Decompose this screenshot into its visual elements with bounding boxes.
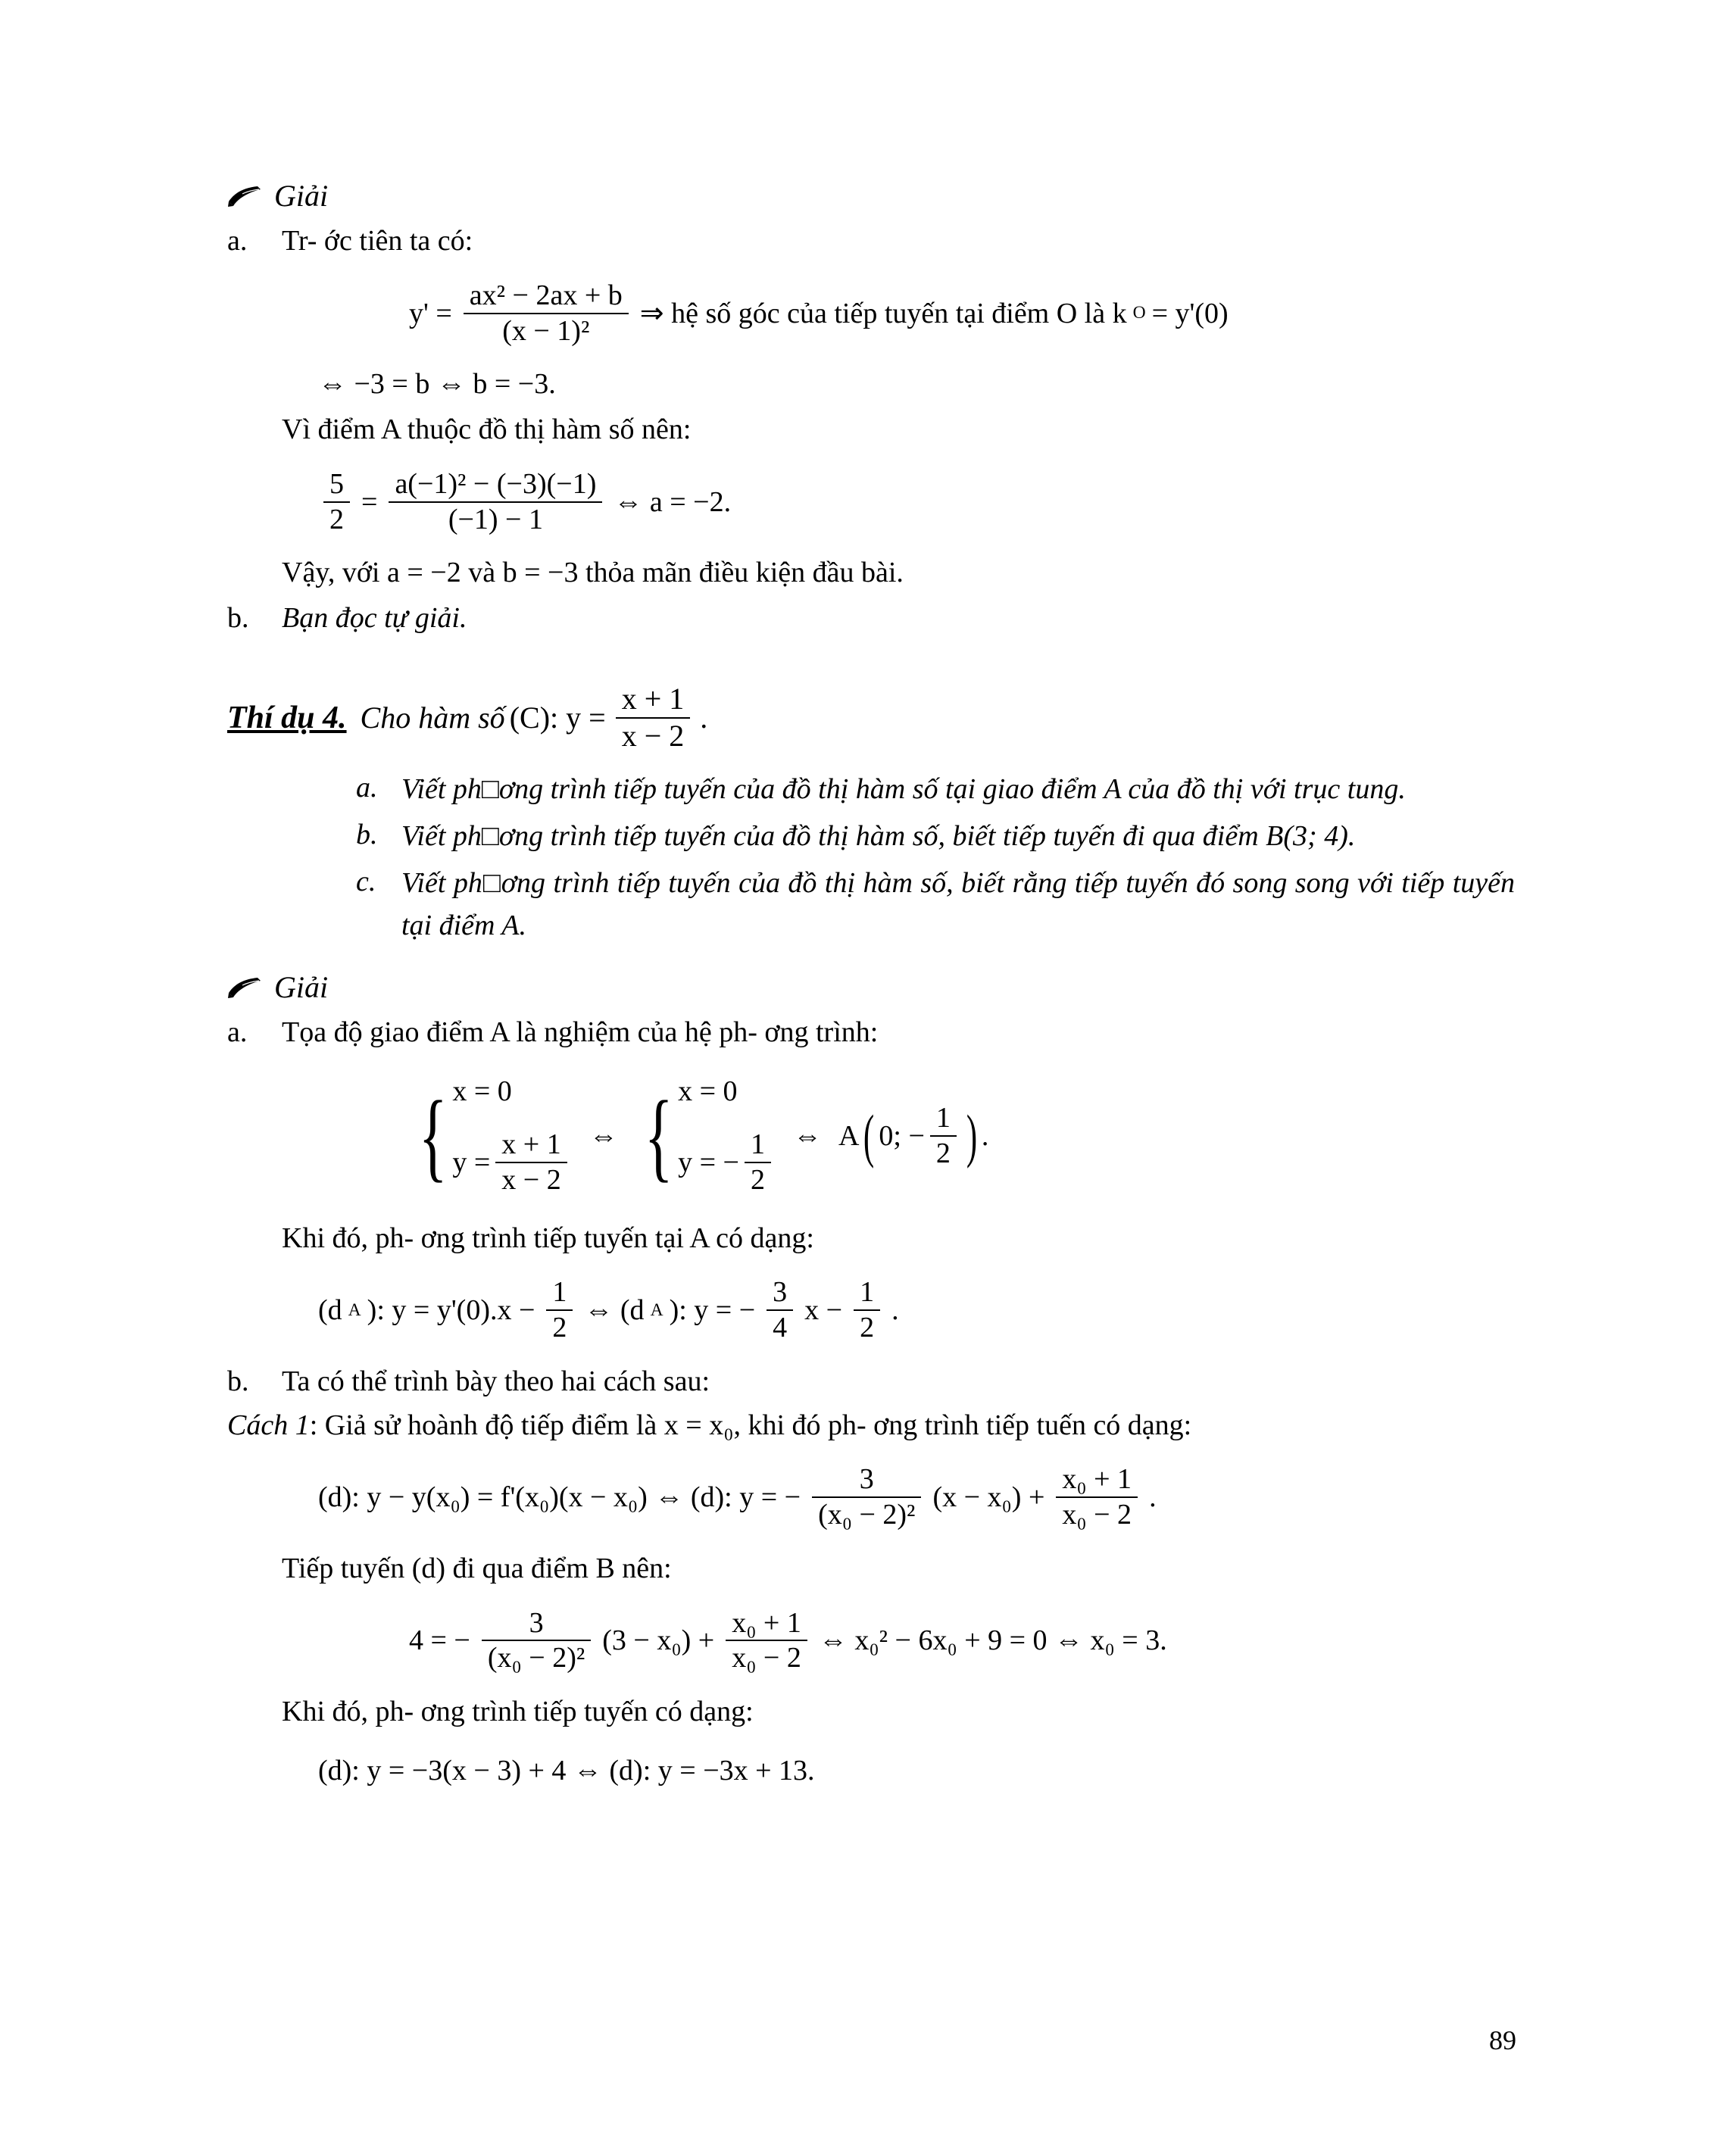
equation-b2 xyxy=(227,1606,1515,1675)
system-1-row-1: x = 0 xyxy=(452,1075,512,1108)
eq3-fraction-right xyxy=(389,467,602,536)
eq3-equals: = xyxy=(361,485,378,518)
tangentA-mid-2: ): y = − xyxy=(669,1294,756,1327)
question-c-text: Viết ph□ơng trình tiếp tuyến của đồ thị hàm số, biết rằng tiếp tuyến đó song song với tiếp tuyến tại điểm A. xyxy=(401,867,1515,942)
brace-left-2: { xyxy=(644,1080,673,1192)
tangentA-f3-num: 1 xyxy=(860,1276,875,1309)
solution-label-1: Giải xyxy=(274,179,329,213)
item-a-1-label: a. xyxy=(227,225,248,257)
tangentA-f3-den: 2 xyxy=(860,1312,875,1344)
item-a-1 xyxy=(227,221,1515,262)
example-lead: Cho hàm số xyxy=(360,701,505,735)
cach1-text: : Giả sử hoành độ tiếp điểm là x = x₀, khi đó ph- ơng trình tiếp tuến có dạng: xyxy=(309,1409,1192,1441)
equation-1 xyxy=(227,279,1515,348)
solution-item-b-label: b. xyxy=(227,1365,249,1397)
equation-3 xyxy=(227,467,1515,536)
example-numerator: x + 1 xyxy=(621,681,685,716)
tangentA-f2-num: 3 xyxy=(773,1276,788,1309)
eqb2-f1-den: (x₀ − 2)² xyxy=(487,1642,585,1674)
system-2-row-1: x = 0 xyxy=(678,1075,738,1108)
eqb2-fraction-2 xyxy=(726,1606,807,1675)
eqb1-f1-num: 3 xyxy=(859,1463,874,1496)
tangentA-fraction-3 xyxy=(854,1275,880,1344)
cach1-line xyxy=(227,1406,1515,1446)
system-1-denominator: x − 2 xyxy=(501,1163,561,1196)
system-2 xyxy=(635,1075,776,1197)
brace-left-1: { xyxy=(418,1080,448,1192)
system-1-fraction xyxy=(495,1128,567,1197)
tangentA-fraction-1 xyxy=(546,1275,573,1344)
text-conclusion-1: Vậy, với a = −2 và b = −3 thỏa mãn điều kiện đầu bài. xyxy=(282,557,904,589)
equation-2: ⇔ −3 = b ⇔ b = −3. xyxy=(318,368,556,401)
page-number: 89 xyxy=(1489,2025,1516,2055)
cach1-label: Cách 1 xyxy=(227,1409,310,1441)
system-2-row-2-lhs: y = − xyxy=(678,1146,739,1178)
equation-b1 xyxy=(227,1462,1515,1531)
paren-open: ( xyxy=(863,1102,875,1169)
eq1-denominator: (x − 1)² xyxy=(502,314,590,347)
equation-tangent-A xyxy=(227,1275,1515,1344)
eqb2-mid: (3 − x₀) + xyxy=(602,1624,715,1657)
solution-item-b-text: Ta có thể trình bày theo hai cách sau: xyxy=(282,1365,710,1397)
eqb1-fraction-1 xyxy=(812,1462,921,1531)
point-A-numerator: 1 xyxy=(935,1102,951,1134)
example-fraction xyxy=(616,682,691,754)
tangentA-f1-num: 1 xyxy=(552,1276,567,1309)
question-b xyxy=(227,815,1515,857)
equation-b3: (d): y = −3(x − 3) + 4 ⇔ (d): y = −3x + 13. xyxy=(318,1754,815,1787)
eqb1-f1-den: (x₀ − 2)² xyxy=(818,1499,916,1531)
question-a xyxy=(227,768,1515,810)
tangentA-mid: ⇔ (d xyxy=(584,1294,645,1327)
eq3-tail: ⇔ a = −2. xyxy=(614,485,732,518)
item-b-1-label: b. xyxy=(227,602,249,634)
tangentA-mid-sub: A xyxy=(650,1300,663,1320)
system-2-numerator: 1 xyxy=(750,1128,765,1161)
eq3-fraction-left xyxy=(323,467,350,536)
solution-label-2: Giải xyxy=(274,970,329,1005)
tangentA-end: . xyxy=(891,1294,899,1327)
item-b-1-text: Bạn đọc tự giải. xyxy=(282,602,467,634)
eq1-lhs: y' = xyxy=(409,297,452,329)
page-content xyxy=(227,178,1515,1796)
eqb2-f1-num: 3 xyxy=(529,1606,544,1639)
point-A-inner: 0; − xyxy=(879,1119,925,1152)
eq3-right-denominator: (−1) − 1 xyxy=(448,503,543,535)
equation-system xyxy=(227,1075,1515,1197)
eqb1-fraction-2 xyxy=(1056,1462,1138,1531)
tangentA-lhs: (d xyxy=(318,1294,342,1327)
system-1 xyxy=(409,1075,573,1197)
example-denominator: x − 2 xyxy=(621,718,685,753)
point-A xyxy=(838,1101,988,1170)
system-2-fraction xyxy=(745,1128,771,1197)
point-A-denominator: 2 xyxy=(935,1137,951,1169)
question-c-label: c. xyxy=(356,866,376,898)
pen-icon xyxy=(227,183,262,209)
eq3-left-numerator: 5 xyxy=(329,467,344,500)
question-c xyxy=(227,862,1515,947)
eqb2-f2-den: x₀ − 2 xyxy=(732,1642,801,1674)
tangentA-x: x − xyxy=(804,1294,843,1327)
eqb1-lhs: (d): y − y(x₀) = f'(x₀)(x − x₀) ⇔ (d): y = − xyxy=(318,1481,801,1514)
eqb1-end: . xyxy=(1149,1481,1157,1514)
example-period: . xyxy=(700,701,708,735)
solution-item-b xyxy=(227,1362,1515,1403)
question-b-label: b. xyxy=(356,818,378,850)
eq1-rhs: ⇒ hệ số góc của tiếp tuyến tại điểm O là k xyxy=(639,298,1127,329)
eq1-numerator: ax² − 2ax + b xyxy=(469,279,623,311)
point-A-label: A xyxy=(838,1119,860,1152)
question-a-label: a. xyxy=(356,771,378,804)
point-A-fraction xyxy=(930,1101,957,1170)
system-2-denominator: 2 xyxy=(750,1163,765,1196)
tangentA-fraction-2 xyxy=(767,1275,793,1344)
tangentA-lhs-sub: A xyxy=(348,1300,361,1320)
example-tag: Thí dụ 4. xyxy=(227,701,347,736)
system-arrow-1: ⇔ xyxy=(589,1119,618,1152)
eq1-rhs-tail: = y'(0) xyxy=(1151,297,1229,329)
tangentA-lhs-2: ): y = y'(0).x − xyxy=(367,1294,535,1327)
eqb1-f2-den: x₀ − 2 xyxy=(1062,1499,1132,1531)
text-tangent-through-B: Tiếp tuyến (d) đi qua điểm B nên: xyxy=(282,1552,672,1584)
eqb2-f2-num: x₀ + 1 xyxy=(732,1606,801,1639)
question-a-text: Viết ph□ơng trình tiếp tuyến của đồ thị hàm số tại giao điểm A của đồ thị với trục tung. xyxy=(401,772,1406,805)
eqb1-mid: (x − x₀) + xyxy=(932,1481,1045,1514)
system-arrow-2: ⇔ xyxy=(792,1119,822,1152)
solution-heading-2 xyxy=(227,969,1515,1005)
eq1-fraction xyxy=(464,279,629,348)
system-1-numerator: x + 1 xyxy=(501,1128,561,1161)
eqb1-f2-num: x₀ + 1 xyxy=(1062,1463,1132,1496)
eqb2-lhs: 4 = − xyxy=(409,1624,470,1657)
tangentA-f1-den: 2 xyxy=(552,1312,567,1344)
solution-item-a-label: a. xyxy=(227,1016,248,1049)
solution-item-a xyxy=(227,1013,1515,1053)
eq1-rhs-sub: O xyxy=(1132,303,1146,323)
system-1-row-2-lhs: y = xyxy=(452,1146,491,1178)
item-b-1 xyxy=(227,598,1515,639)
pen-icon xyxy=(227,975,262,1000)
text-A-belongs: Vì điểm A thuộc đồ thị hàm số nên: xyxy=(282,413,692,445)
eq3-left-denominator: 2 xyxy=(329,503,344,535)
example-curve: (C): y = xyxy=(509,701,606,735)
paren-close: ) xyxy=(966,1102,978,1169)
eqb2-fraction-1 xyxy=(482,1606,591,1675)
eq3-right-numerator: a(−1)² − (−3)(−1) xyxy=(395,467,597,500)
tangentA-f2-den: 4 xyxy=(773,1312,788,1344)
question-b-text: Viết ph□ơng trình tiếp tuyến của đồ thị hàm số, biết tiếp tuyến đi qua điểm B(3; 4). xyxy=(401,819,1356,852)
solution-item-a-text: Tọa độ giao điểm A là nghiệm của hệ ph- ơng trình: xyxy=(282,1016,879,1049)
example-heading xyxy=(227,682,1515,754)
text-tangent-form: Khi đó, ph- ơng trình tiếp tuyến tại A có dạng: xyxy=(282,1222,814,1254)
point-A-period: . xyxy=(981,1119,989,1152)
text-tangent-result: Khi đó, ph- ơng trình tiếp tuyến có dạng: xyxy=(282,1695,754,1727)
eqb2-tail: ⇔ x₀² − 6x₀ + 9 = 0 ⇔ x₀ = 3. xyxy=(818,1624,1167,1657)
item-a-1-text: Tr- ớc tiên ta có: xyxy=(282,225,473,257)
solution-heading-1 xyxy=(227,178,1515,214)
